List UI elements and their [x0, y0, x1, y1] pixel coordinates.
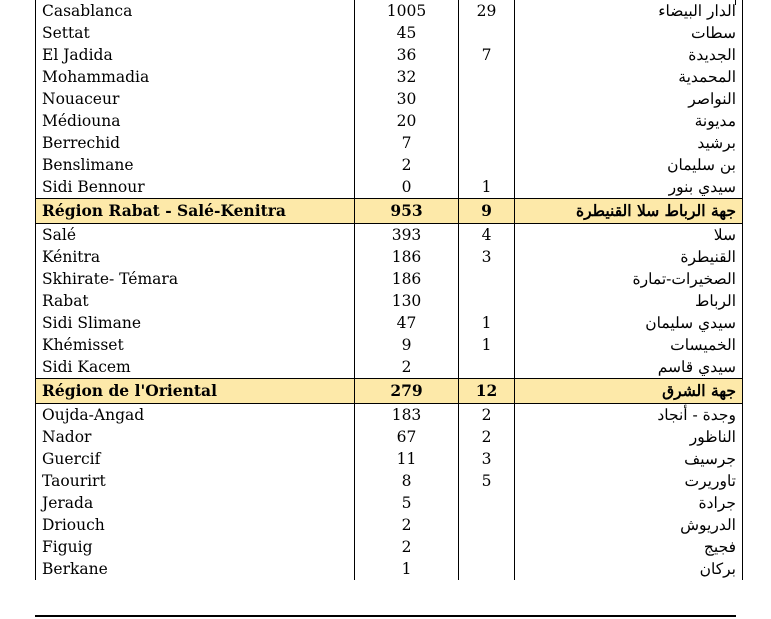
city-name-fr: Skhirate- Témara — [36, 268, 355, 290]
table-row — [36, 312, 743, 334]
city-name-ar: الصخيرات-تمارة — [515, 268, 743, 290]
city-name-fr: Figuig — [36, 536, 355, 558]
city-name-fr: Nador — [36, 426, 355, 448]
city-name-ar: الدريوش — [515, 514, 743, 536]
city-name-ar: جرادة — [515, 492, 743, 514]
city-new-cases — [459, 110, 515, 132]
city-new-cases: 3 — [459, 246, 515, 268]
city-total-cases: 183 — [355, 404, 459, 427]
city-total-cases: 9 — [355, 334, 459, 356]
city-total-cases: 11 — [355, 448, 459, 470]
table-row — [36, 176, 743, 199]
city-total-cases: 0 — [355, 176, 459, 199]
region-total-cases: 279 — [355, 379, 459, 404]
city-name-ar: سيدي قاسم — [515, 356, 743, 379]
city-name-fr: Nouaceur — [36, 88, 355, 110]
region-name-ar: جهة الرباط سلا القنيطرة — [515, 199, 743, 224]
table-row — [36, 154, 743, 176]
city-name-fr: Médiouna — [36, 110, 355, 132]
city-new-cases — [459, 492, 515, 514]
city-name-ar: سطات — [515, 22, 743, 44]
city-new-cases — [459, 66, 515, 88]
region-name-ar: جهة الشرق — [515, 379, 743, 404]
table-row — [36, 290, 743, 312]
city-new-cases — [459, 290, 515, 312]
city-new-cases: 1 — [459, 176, 515, 199]
city-name-fr: Berrechid — [36, 132, 355, 154]
table-row — [36, 558, 743, 580]
city-total-cases: 67 — [355, 426, 459, 448]
city-name-ar: الدار البيضاء — [515, 0, 743, 22]
city-name-ar: الخميسات — [515, 334, 743, 356]
city-new-cases — [459, 514, 515, 536]
table-row — [36, 536, 743, 558]
table-bottom-edge — [35, 615, 736, 617]
table-body — [36, 0, 743, 580]
city-name-fr: El Jadida — [36, 44, 355, 66]
city-name-ar: الرباط — [515, 290, 743, 312]
table-row — [36, 246, 743, 268]
table-row — [36, 334, 743, 356]
city-name-fr: Guercif — [36, 448, 355, 470]
table-row — [36, 44, 743, 66]
city-name-ar: النواصر — [515, 88, 743, 110]
table-row — [36, 470, 743, 492]
city-total-cases: 130 — [355, 290, 459, 312]
region-name-fr: Région Rabat - Salé-Kenitra — [36, 199, 355, 224]
city-name-ar: مديونة — [515, 110, 743, 132]
table-row — [36, 448, 743, 470]
region-row — [36, 199, 743, 224]
city-name-ar: سلا — [515, 224, 743, 247]
city-total-cases: 20 — [355, 110, 459, 132]
city-new-cases — [459, 88, 515, 110]
city-name-fr: Mohammadia — [36, 66, 355, 88]
city-new-cases: 3 — [459, 448, 515, 470]
table-row — [36, 268, 743, 290]
city-name-fr: Berkane — [36, 558, 355, 580]
city-total-cases: 5 — [355, 492, 459, 514]
table-row — [36, 88, 743, 110]
city-total-cases: 2 — [355, 154, 459, 176]
city-total-cases: 32 — [355, 66, 459, 88]
city-name-fr: Benslimane — [36, 154, 355, 176]
table-row — [36, 0, 743, 22]
city-name-ar: الناظور — [515, 426, 743, 448]
city-total-cases: 186 — [355, 268, 459, 290]
city-total-cases: 2 — [355, 536, 459, 558]
table-row — [36, 224, 743, 247]
cases-by-city-table — [35, 0, 743, 580]
city-total-cases: 30 — [355, 88, 459, 110]
city-name-fr: Casablanca — [36, 0, 355, 22]
city-total-cases: 393 — [355, 224, 459, 247]
city-total-cases: 1 — [355, 558, 459, 580]
city-new-cases — [459, 268, 515, 290]
city-name-fr: Driouch — [36, 514, 355, 536]
region-new-cases: 9 — [459, 199, 515, 224]
city-new-cases: 4 — [459, 224, 515, 247]
city-new-cases — [459, 536, 515, 558]
city-name-fr: Sidi Slimane — [36, 312, 355, 334]
table-row — [36, 404, 743, 427]
table-row — [36, 426, 743, 448]
city-name-fr: Kénitra — [36, 246, 355, 268]
city-name-ar: سيدي سليمان — [515, 312, 743, 334]
city-new-cases: 1 — [459, 334, 515, 356]
city-new-cases — [459, 22, 515, 44]
city-new-cases: 2 — [459, 404, 515, 427]
city-name-ar: المحمدية — [515, 66, 743, 88]
city-new-cases — [459, 558, 515, 580]
city-name-ar: فجيج — [515, 536, 743, 558]
city-name-ar: القنيطرة — [515, 246, 743, 268]
city-total-cases: 7 — [355, 132, 459, 154]
table-row — [36, 514, 743, 536]
city-total-cases: 8 — [355, 470, 459, 492]
city-name-ar: وجدة - أنجاد — [515, 404, 743, 427]
city-name-ar: جرسيف — [515, 448, 743, 470]
city-total-cases: 1005 — [355, 0, 459, 22]
city-name-ar: بركان — [515, 558, 743, 580]
city-new-cases: 29 — [459, 0, 515, 22]
city-total-cases: 36 — [355, 44, 459, 66]
table-row — [36, 356, 743, 379]
city-total-cases: 47 — [355, 312, 459, 334]
city-new-cases: 7 — [459, 44, 515, 66]
city-name-ar: تاوريرت — [515, 470, 743, 492]
city-total-cases: 2 — [355, 356, 459, 379]
city-name-ar: برشيد — [515, 132, 743, 154]
city-new-cases: 2 — [459, 426, 515, 448]
city-name-fr: Oujda-Angad — [36, 404, 355, 427]
region-total-cases: 953 — [355, 199, 459, 224]
city-new-cases: 1 — [459, 312, 515, 334]
table-row — [36, 22, 743, 44]
table-row — [36, 110, 743, 132]
table-row — [36, 132, 743, 154]
city-name-ar: بن سليمان — [515, 154, 743, 176]
region-row — [36, 379, 743, 404]
city-name-fr: Khémisset — [36, 334, 355, 356]
table-row — [36, 492, 743, 514]
city-name-ar: الجديدة — [515, 44, 743, 66]
city-new-cases — [459, 356, 515, 379]
region-new-cases: 12 — [459, 379, 515, 404]
city-name-fr: Rabat — [36, 290, 355, 312]
city-new-cases: 5 — [459, 470, 515, 492]
city-name-fr: Taourirt — [36, 470, 355, 492]
city-total-cases: 2 — [355, 514, 459, 536]
city-name-ar: سيدي بنور — [515, 176, 743, 199]
city-total-cases: 186 — [355, 246, 459, 268]
city-name-fr: Sidi Kacem — [36, 356, 355, 379]
city-new-cases — [459, 154, 515, 176]
city-new-cases — [459, 132, 515, 154]
table-row — [36, 66, 743, 88]
region-name-fr: Région de l'Oriental — [36, 379, 355, 404]
city-name-fr: Settat — [36, 22, 355, 44]
city-name-fr: Sidi Bennour — [36, 176, 355, 199]
city-name-fr: Jerada — [36, 492, 355, 514]
city-name-fr: Salé — [36, 224, 355, 247]
city-total-cases: 45 — [355, 22, 459, 44]
